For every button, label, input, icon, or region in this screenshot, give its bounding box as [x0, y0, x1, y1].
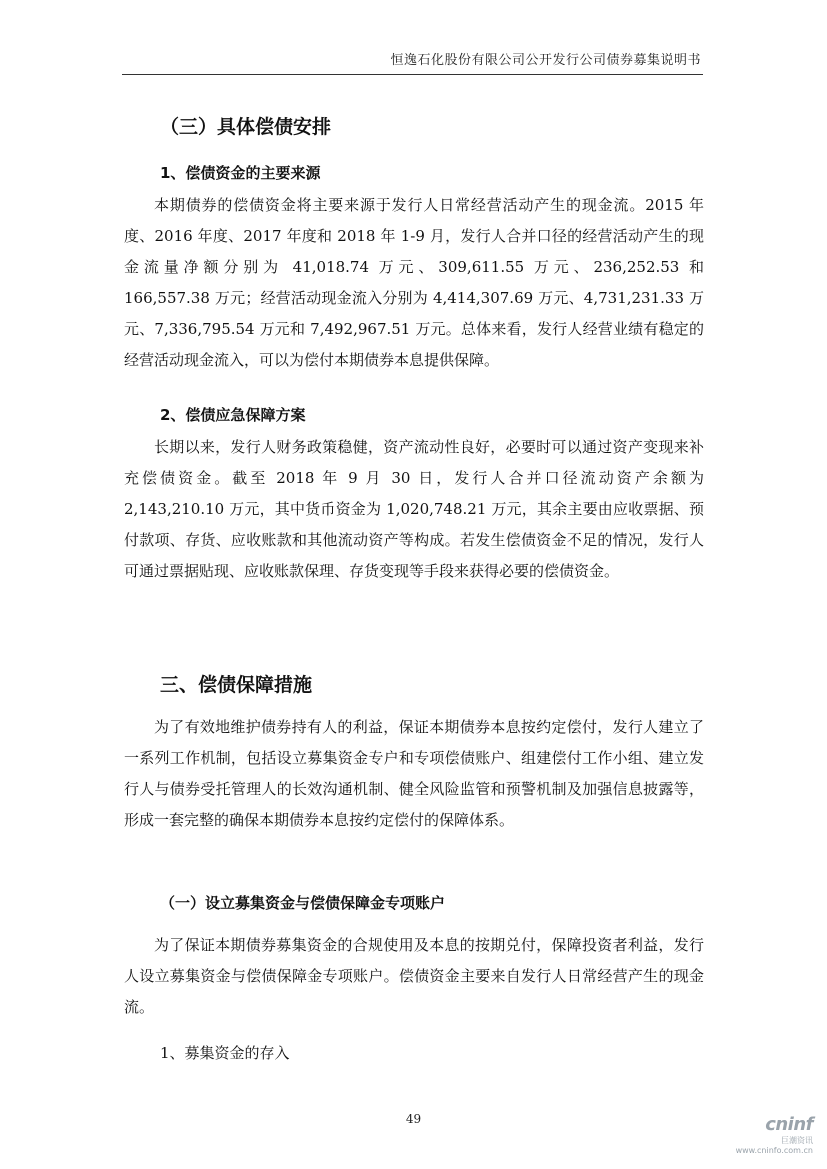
paragraph-special-account: 为了保证本期债券募集资金的合规使用及本息的按期兑付，保障投资者利益，发行人设立募集资金与偿债保障金专项账户。偿债资金主要来自发行人日常经营产生的现金流。: [124, 936, 704, 1016]
running-header: 恒逸石化股份有限公司公开发行公司债券募集说明书: [390, 53, 701, 68]
section-title-repayment-measures: 三、偿债保障措施: [160, 674, 313, 696]
paragraph-repayment-measures: 为了有效地维护债券持有人的利益，保证本期债券本息按约定偿付，发行人建立了一系列工作机制，包括设立募集资金专户和专项偿债账户、组建偿付工作小组、建立发行人与债券受托管理人的长效沟通机制、健全风险监管和预警机制及加强信息披露等，形成一套完整的确保本期债券本息按约定偿付的保障体系。: [124, 718, 704, 829]
subsection-title-repayment-source: 1、偿债资金的主要来源: [160, 164, 321, 182]
subsection-title-special-account: （一）设立募集资金与偿债保障金专项账户: [160, 894, 446, 912]
section-title-specific-repayment: （三）具体偿债安排: [160, 116, 332, 138]
paragraph-repayment-source: 本期债券的偿债资金将主要来源于发行人日常经营活动产生的现金流。2015 年度、2016 年度、2017 年度和 2018 年 1-9 月，发行人合并口径的经营活动产生的现金流量净额分别为 41,018.74 万元、309,611.55 万元、236,252.53 和 166,557.38 万元；经营活动现金流入分别为 4,414,307.69 万元、4,731,231.33 万元、7,336,795.54 万元和 7,492,967.51 万元。总体来看，发行人经营业绩有稳定的经营活动现金流入，可以为偿付本期债券本息提供保障。: [124, 196, 704, 369]
item-fund-deposit: 1、募集资金的存入: [160, 1044, 290, 1062]
page-number: 49: [405, 1112, 422, 1126]
logo-url: www.cninfo.com.cn: [735, 1146, 813, 1155]
logo-sub: 巨潮资讯: [781, 1136, 813, 1145]
logo-brand: cninf: [765, 1114, 813, 1135]
paragraph-emergency-plan: 长期以来，发行人财务政策稳健，资产流动性良好，必要时可以通过资产变现来补充偿债资金。截至 2018 年 9 月 30 日，发行人合并口径流动资产余额为 2,143,210.10 万元，其中货币资金为 1,020,748.21 万元，其余主要由应收票据、预付款项、存货、应收账款和其他流动资产等构成。若发生偿债资金不足的情况，发行人可通过票据贴现、应收账款保理、存货变现等手段来获得必要的偿债资金。: [124, 438, 704, 580]
cninf-logo: [733, 1114, 813, 1155]
header-divider: [122, 74, 703, 75]
subsection-title-emergency-plan: 2、偿债应急保障方案: [160, 406, 306, 424]
